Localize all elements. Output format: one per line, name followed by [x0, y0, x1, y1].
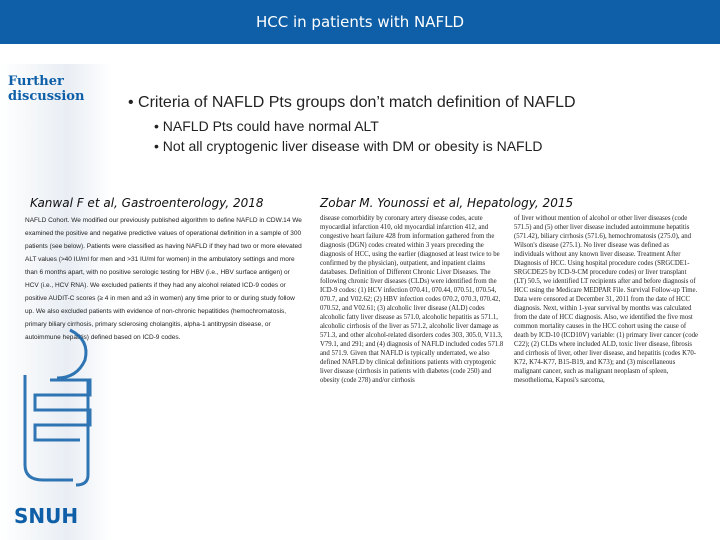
excerpt-kanwal: NAFLD Cohort. We modified our previously published algorithm to define NAFLD in CDW.14 We examined the positive and negative predictive values of operational definition in a sample of 300 patients (see below). Patients were classified as having NAFLD if they had two or more elevated ALT values (>40 IU/ml for men and >31 IU/ml for women) in the ambulatory settings and more than 6 months apart, with no positive serologic testing for HBV (i.e., HBV surface antigen) or HCV (i.e., HCV RNA). We excluded patients if they had any alcohol related ICD-9 codes or positive AUDIT-C scores (≥ 4 in men and ≥3 in women) any time prior to or during study follow up. We also excluded patients with evidence of non-chronic hepatitides (hemochromatosis, primary biliary cirrhosis, primary sclerosing cholangitis, alpha-1 antitrypsin disease, or autoimmune hepatitis) defined based on ICD-9 codes.	[25, 217, 302, 341]
citation-right: Zobar M. Younossi et al, Hepatology, 2015	[320, 196, 574, 210]
slide-header	[0, 0, 720, 44]
bullet-list	[128, 94, 708, 158]
side-label: Further discussion	[8, 74, 85, 104]
intestine-logo-icon	[10, 320, 110, 500]
excerpt-column-1: disease comorbidity by coronary artery disease codes, acute myocardial infarction 410, old myocardial infarction 412, and congestive heart failure 428 from information gathered from the diagnosis (DGN) codes created within 3 years preceding the diagnosis of HCC, using the earlier (diagnosed at least twice to be confirmed by the physician), outpatient, and inpatient claims databases. Definition of Different Chronic Liver Diseases. The following chronic liver diseases (CLDs) were identified from the ICD-9 codes: (1) HCV infection 070.41, 070.44, 070.51, 070.54, 070.7, and V02.62; (2) HBV infection codes 070.2, 070.3, 070.42, 070.52, and V02.61; (3) alcoholic liver disease (ALD) codes alcoholic fatty liver disease as 571.0, alcoholic hepatitis as 571.1, alcoholic cirrhosis of the liver as 571.2, alcoholic liver damage as 571.3, and other alcohol-related disorders codes 303, 305.0, V11.3, V79.1, and 291; and (4) diagnosis of NAFLD included codes 571.8 and 571.9. Given that NAFLD is typically underrated, we also defined NAFLD by clinical definitions patients with cryptogenic liver disease (cirrhosis in patients with diabetes (code 250) and obesity (code 278) and/or cirrhosis	[320, 215, 504, 384]
excerpt-younossi	[320, 214, 700, 534]
snuh-logo: SNUH	[14, 504, 79, 528]
bullet-sub: • NAFLD Pts could have normal ALT	[154, 118, 379, 134]
citation-left: Kanwal F et al, Gastroenterology, 2018	[30, 196, 264, 210]
slide-title: HCC in patients with NAFLD	[255, 13, 464, 31]
bullet-sub: • Not all cryptogenic liver disease with DM or obesity is NAFLD	[154, 138, 543, 154]
excerpt-column-2: of liver without mention of alcohol or other liver diseases (code 571.5) and (5) other liver disease included autoimmune hepatitis (571.42), biliary cirrhosis (571.6), hemochromatosis (275.0), and Wilson's disease (275.1). No liver disease was defined as individuals without any known liver disease. Treatment After Diagnosis of HCC. Using hospital procedure codes (SRGCDE1-SRGCDE25 by ICD-9-CM procedure codes) or liver transplant (LT) 50.5, we identified LT recipients after and before diagnosis of HCC using the Medicare MEDPAR File. Survival Follow-up Time. Data were censored at December 31, 2011 from the date of HCC diagnosis. Next, within 1-year survival by months was calculated from the date of HCC diagnosis. Also, we identified the five most common mortality causes in the HCC cohort using the cause of death by ICD-10 (ICD10V) variable: (1) primary liver cancer (code C22); (2) CLDs where included ALD, toxic liver disease, fibrosis and cirrhosis of liver, other liver disease, and hepatitis (codes K70-K72, K74-K77, B15-B19, and K73); and (3) miscellaneous malignant cancer, such as malignant neoplasm of spleen, mesothelioma, Kaposi's sarcoma,	[514, 215, 699, 384]
bullet-main: • Criteria of NAFLD Pts groups don’t match definition of NAFLD	[128, 94, 576, 111]
